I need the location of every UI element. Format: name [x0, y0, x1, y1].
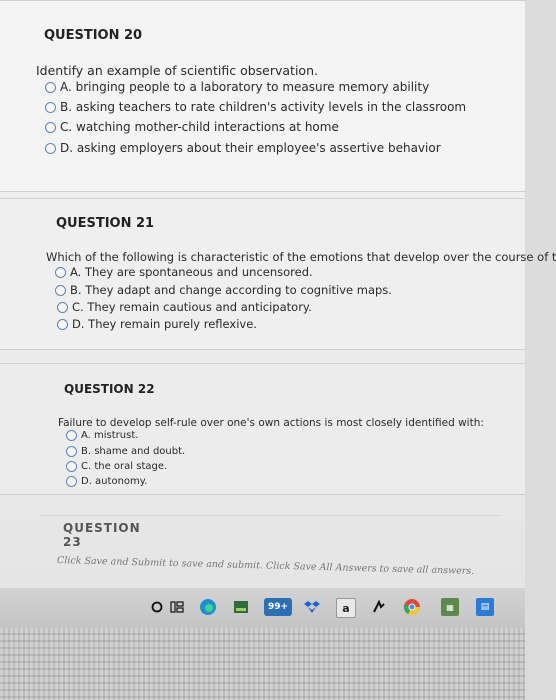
save-instructions: Click Save and Submit to save and submit. Click Save All Answers to save all answers.	[56, 555, 475, 577]
q21-option-d[interactable]	[57, 317, 257, 331]
radio-button[interactable]	[57, 302, 68, 313]
option-label: A. They are spontaneous and uncensored.	[70, 265, 313, 279]
q21-option-a[interactable]	[55, 265, 313, 279]
option-label: B. asking teachers to rate children's activity levels in the classroom	[60, 100, 467, 114]
q22-option-d[interactable]	[66, 476, 147, 487]
option-label: C. watching mother-child interactions at home	[60, 120, 339, 134]
start-icon[interactable]	[148, 598, 166, 616]
keyboard-texture	[0, 628, 525, 700]
radio-button[interactable]	[66, 430, 77, 441]
dropbox-icon[interactable]	[303, 598, 321, 616]
taskbar	[0, 588, 525, 628]
radio-button[interactable]	[45, 102, 56, 113]
radio-button[interactable]	[66, 476, 77, 487]
question-20-prompt: Identify an example of scientific observation.	[36, 63, 318, 78]
option-label: D. asking employers about their employee's assertive behavior	[60, 141, 441, 155]
question-21-block	[0, 198, 556, 350]
edge-icon[interactable]	[199, 598, 217, 616]
mail-icon[interactable]	[264, 598, 292, 616]
mail-badge-count: 99+	[267, 602, 289, 612]
q22-option-b[interactable]	[66, 446, 185, 457]
photos-icon[interactable]	[232, 598, 250, 616]
divider	[40, 515, 500, 516]
question-22-heading: QUESTION 22	[64, 382, 155, 396]
radio-button[interactable]	[45, 122, 56, 133]
q22-option-c[interactable]	[66, 461, 167, 472]
question-21-heading: QUESTION 21	[56, 216, 155, 231]
option-label: C. the oral stage.	[81, 461, 168, 472]
radio-button[interactable]	[45, 143, 56, 154]
app-icon[interactable]	[370, 598, 388, 616]
q20-option-c[interactable]	[45, 120, 339, 134]
question-22-block	[0, 363, 525, 495]
amazon-icon[interactable]: a	[336, 598, 356, 618]
chrome-icon[interactable]	[403, 598, 421, 616]
option-label: D. autonomy.	[81, 476, 148, 487]
option-label: B. shame and doubt.	[81, 446, 186, 457]
option-label: A. mistrust.	[81, 430, 139, 441]
option-label: D. They remain purely reflexive.	[72, 317, 257, 331]
radio-button[interactable]	[66, 461, 77, 472]
q20-option-d[interactable]	[45, 141, 441, 155]
option-label: A. bringing people to a laboratory to measure memory ability	[60, 80, 430, 94]
radio-button[interactable]	[55, 285, 66, 296]
q21-option-b[interactable]	[55, 283, 392, 297]
calendar-icon[interactable]: ▦	[441, 598, 459, 616]
radio-button[interactable]	[57, 319, 68, 330]
question-22-prompt: Failure to develop self-rule over one's own actions is most closely identified with:	[58, 417, 484, 429]
q21-option-c[interactable]	[57, 300, 312, 314]
q20-option-b[interactable]	[45, 100, 466, 114]
question-20-heading: QUESTION 20	[44, 28, 143, 43]
radio-button[interactable]	[55, 267, 66, 278]
option-label: C. They remain cautious and anticipatory.	[72, 300, 312, 314]
radio-button[interactable]	[45, 82, 56, 93]
radio-button[interactable]	[66, 446, 77, 457]
question-23-heading-cut: QUESTION 23	[63, 521, 141, 549]
question-20-block	[0, 0, 525, 192]
option-label: B. They adapt and change according to cognitive maps.	[70, 283, 392, 297]
q22-option-a[interactable]	[66, 430, 138, 441]
task-view-icon[interactable]	[168, 598, 186, 616]
question-21-prompt: Which of the following is characteristic of the emotions that develop over the course of t	[46, 250, 556, 264]
store-icon[interactable]: ▤	[476, 598, 494, 616]
q20-option-a[interactable]	[45, 80, 429, 94]
